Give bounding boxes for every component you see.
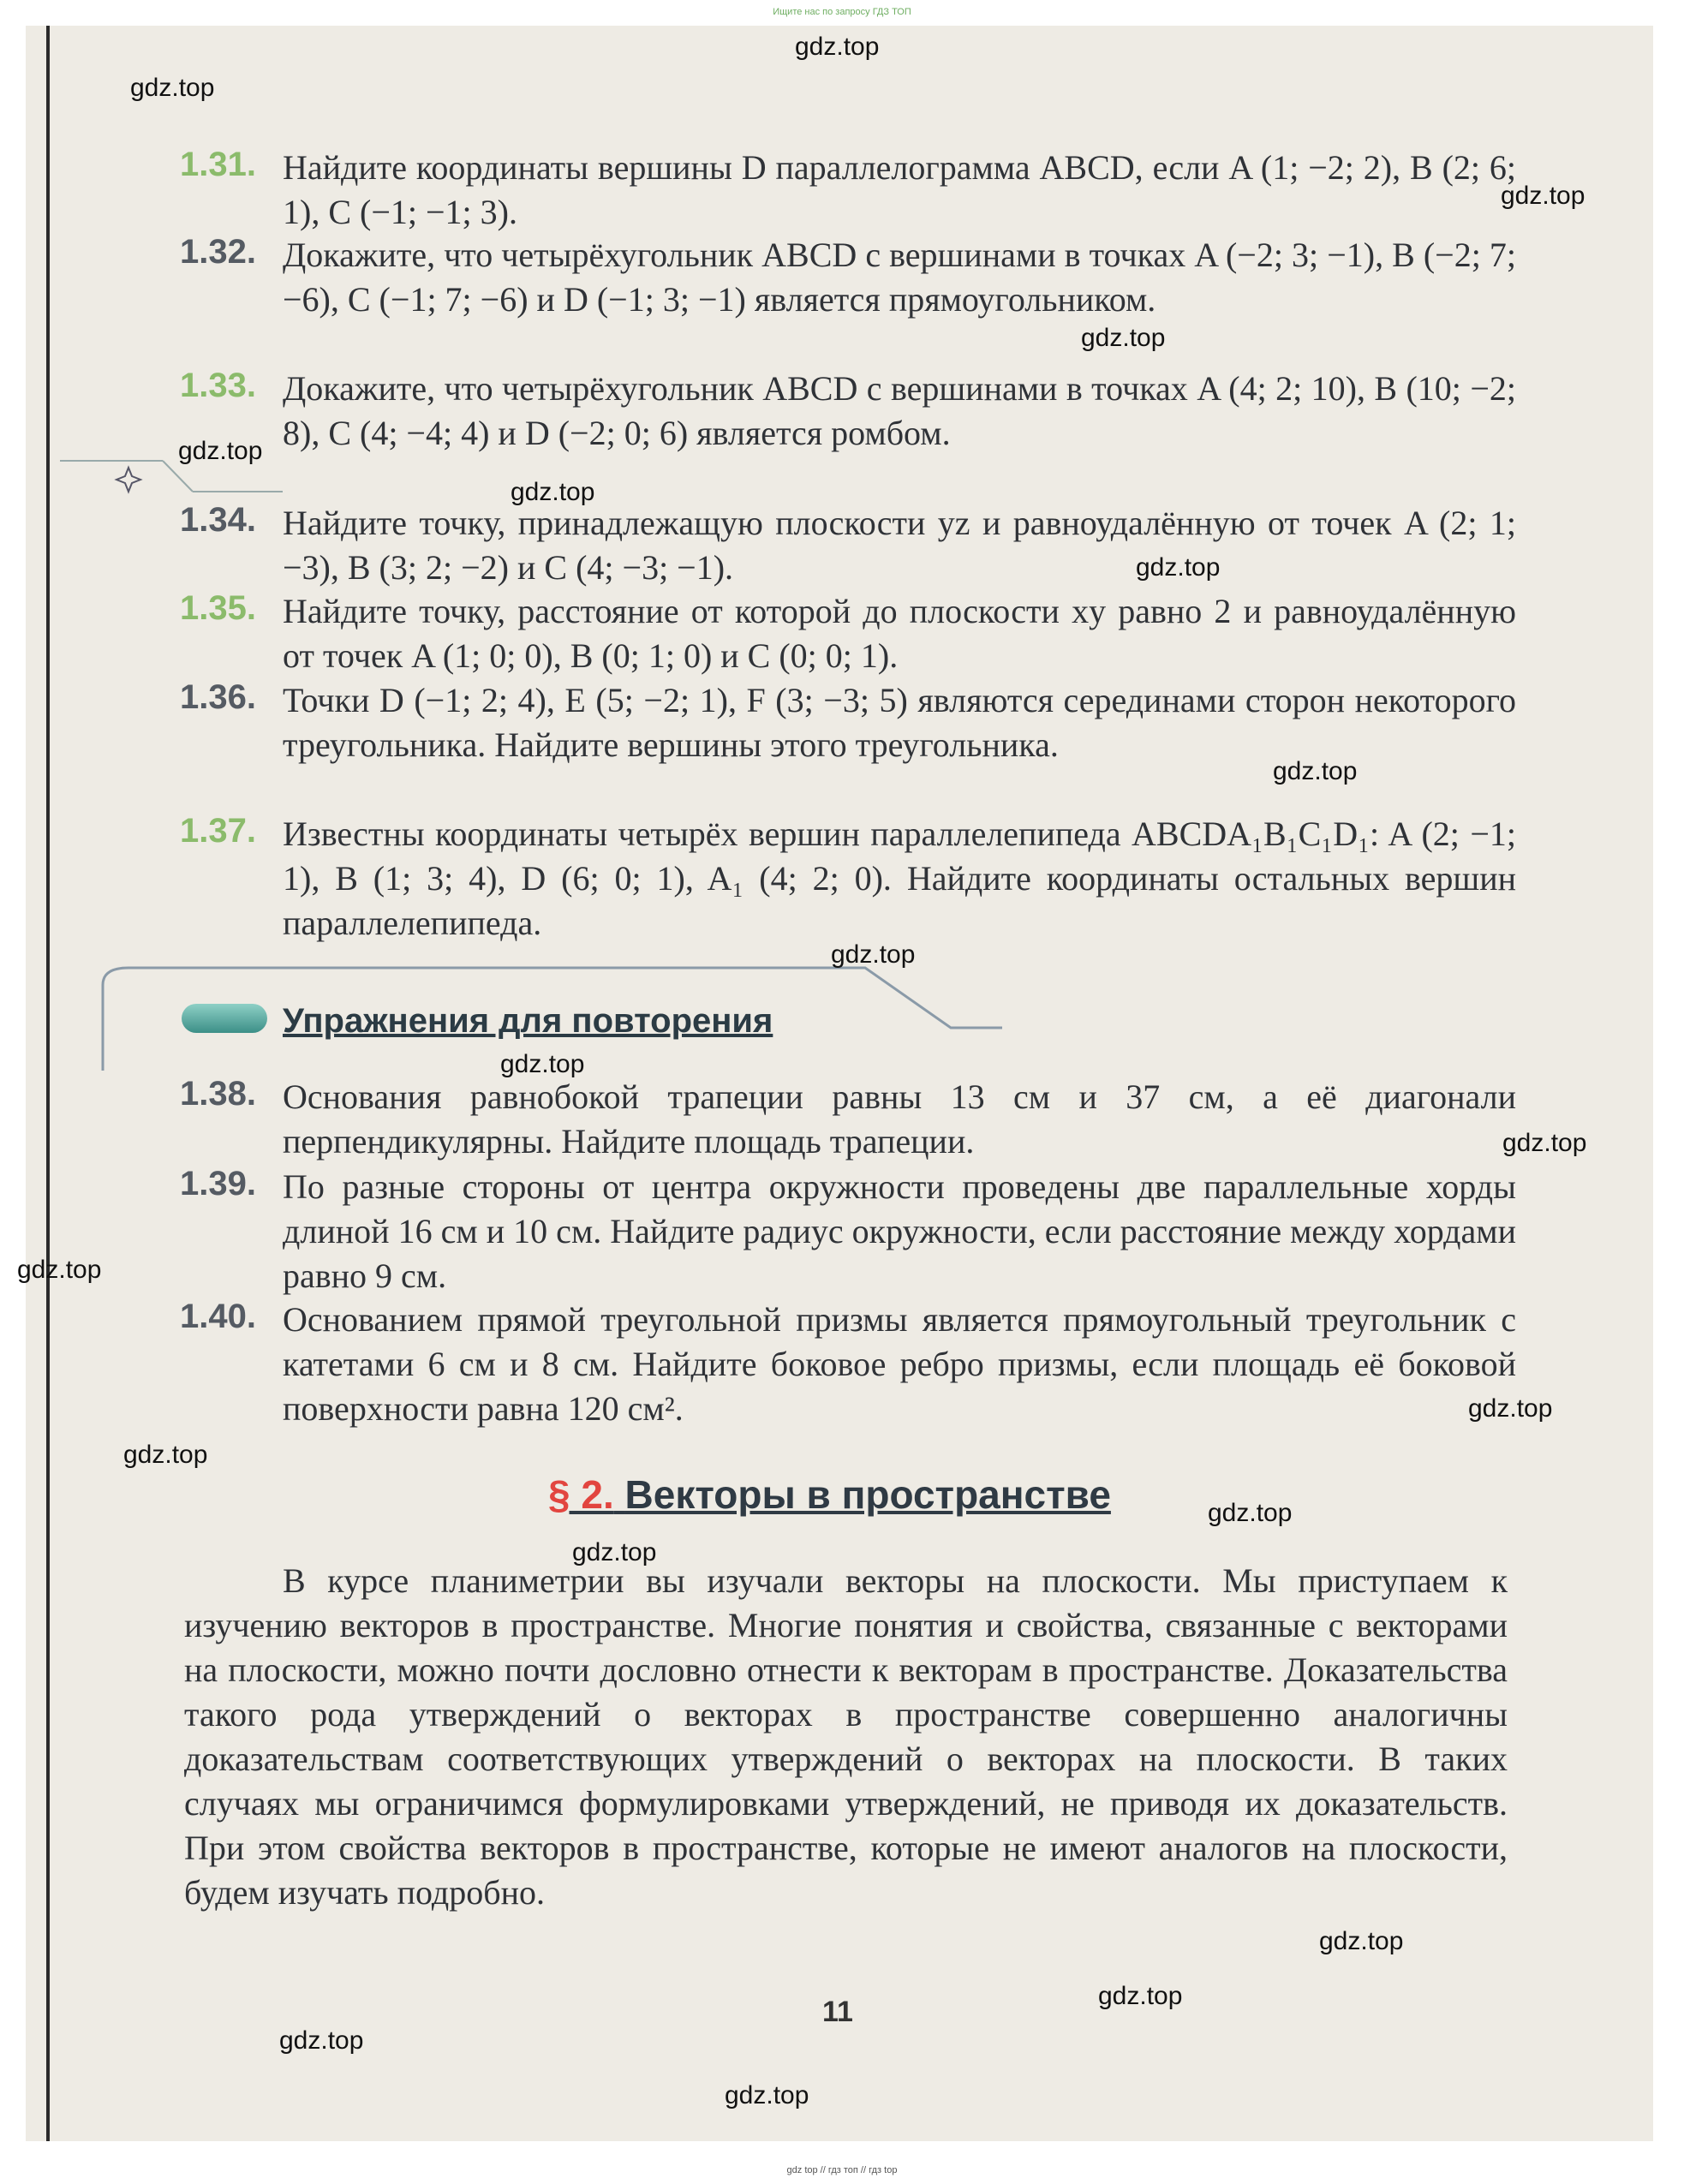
watermark: gdz.top bbox=[831, 940, 916, 969]
problem-1-36 bbox=[180, 678, 1516, 767]
problem-text: Основания равнобокой трапеции равны 13 см и 37 см, а её диагонали перпендикулярны. Найдите площадь трапеции. bbox=[283, 1077, 1516, 1161]
problem-1-39 bbox=[180, 1165, 1516, 1298]
watermark: gdz.top bbox=[1502, 1129, 1587, 1157]
header-note: Ищите нас по запросу ГДЗ ТОП bbox=[773, 7, 911, 17]
problem-text: Найдите точку, принадлежащую плоскости yz и равноудалённую от точек A (2; 1; −3), B (3; 2; −2) и C (4; −3; −1). bbox=[283, 504, 1516, 587]
watermark: gdz.top bbox=[1273, 757, 1358, 785]
watermark: gdz.top bbox=[1081, 324, 1166, 352]
review-title: Упражнения для повторения bbox=[283, 1002, 773, 1040]
problem-number: 1.35. bbox=[180, 589, 256, 627]
problem-1-40 bbox=[180, 1298, 1516, 1431]
watermark: gdz.top bbox=[279, 2026, 364, 2055]
problem-text: Докажите, что четырёхугольник ABCD с вершинами в точках A (−2; 3; −1), B (−2; 7; −6), C (−1; 7; −6) и D (−1; 3; −1) является прямоугольником. bbox=[283, 236, 1516, 319]
problem-number: 1.32. bbox=[180, 233, 256, 271]
watermark: gdz.top bbox=[123, 1441, 208, 1469]
watermark: gdz.top bbox=[572, 1538, 657, 1566]
intro-paragraph: В курсе планиметрии вы изучали векторы на плоскости. Мы приступаем к изучению векторов в пространстве. Многие понятия и свойства, связанные с векторами на плоскости, можно почти дословно отнести к векторам в пространстве. Доказательства такого рода утверждений о векторах в пространстве совершенно аналогичны доказательствам соответствующих утверждений о векторах на плоскости. В таких случаях мы ограничимся формулировками утверждений, не приводя их доказательств. При этом свойства векторов в пространстве, которые не имеют аналогов на плоскости, будем изучать подробно. bbox=[184, 1561, 1508, 1912]
watermark: gdz.top bbox=[511, 478, 595, 506]
page-number: 11 bbox=[822, 1996, 853, 2028]
watermark: gdz.top bbox=[1098, 1982, 1183, 2010]
problem-text: Известны координаты четырёх вершин параллелепипеда ABCDA₁B₁C₁D₁: A (2; −1; 1), B (1; 3; 4), D (6; 0; 1), A₁ (4; 2; 0). Найдите координаты остальных вершин параллелепипеда. bbox=[283, 815, 1516, 942]
problem-number: 1.33. bbox=[180, 367, 256, 404]
problem-text: Найдите координаты вершины D параллелограмма ABCD, если A (1; −2; 2), B (2; 6; 1), C (−1; −1; 3). bbox=[283, 148, 1516, 231]
watermark: gdz.top bbox=[1468, 1394, 1553, 1423]
watermark: gdz.top bbox=[1319, 1927, 1404, 1955]
problem-number: 1.31. bbox=[180, 146, 256, 183]
section-title: Векторы в пространстве bbox=[624, 1472, 1111, 1517]
problem-1-38 bbox=[180, 1075, 1516, 1164]
problem-1-37 bbox=[180, 812, 1516, 946]
problem-text: По разные стороны от центра окружности проведены две параллельные хорды длиной 16 см и 10 см. Найдите радиус окружности, если расстояние между хордами равно 9 см. bbox=[283, 1167, 1516, 1295]
watermark: gdz.top bbox=[1208, 1499, 1293, 1527]
problem-1-34 bbox=[180, 501, 1516, 590]
watermark: gdz.top bbox=[1501, 182, 1585, 210]
problem-number: 1.37. bbox=[180, 812, 256, 850]
problem-number: 1.36. bbox=[180, 678, 256, 716]
problem-text: Докажите, что четырёхугольник ABCD с вершинами в точках A (4; 2; 10), B (10; −2; 8), C (4; −4; 4) и D (−2; 0; 6) является ромбом. bbox=[283, 369, 1516, 452]
watermark: gdz.top bbox=[178, 437, 263, 465]
watermark: gdz.top bbox=[795, 33, 880, 61]
problem-text: Основанием прямой треугольной призмы является прямоугольный треугольник с катетами 6 см и 8 см. Найдите боковое ребро призмы, если площадь её боковой поверхности равна 120 см². bbox=[283, 1300, 1516, 1428]
watermark: gdz.top bbox=[1136, 553, 1221, 582]
footer-note: gdz top // гдз топ // гдз top bbox=[786, 2165, 898, 2175]
watermark: gdz.top bbox=[17, 1256, 102, 1284]
watermark: gdz.top bbox=[500, 1050, 585, 1078]
section-number: § 2. bbox=[548, 1472, 614, 1517]
problem-number: 1.38. bbox=[180, 1075, 256, 1113]
watermark: gdz.top bbox=[130, 74, 215, 102]
section-heading bbox=[548, 1471, 1111, 1518]
review-pill-icon bbox=[182, 1004, 267, 1033]
problem-number: 1.40. bbox=[180, 1298, 256, 1335]
star-icon bbox=[116, 468, 140, 492]
problem-number: 1.39. bbox=[180, 1165, 256, 1202]
problem-1-35 bbox=[180, 589, 1516, 678]
problem-1-32 bbox=[180, 233, 1516, 322]
page-spine bbox=[46, 26, 50, 2141]
problem-1-31 bbox=[180, 146, 1516, 235]
problem-text: Найдите точку, расстояние от которой до плоскости xy равно 2 и равноудалённую от точек A (1; 0; 0), B (0; 1; 0) и C (0; 0; 1). bbox=[283, 592, 1516, 675]
problem-text: Точки D (−1; 2; 4), E (5; −2; 1), F (3; −3; 5) являются серединами сторон некоторого треугольника. Найдите вершины этого треугольника. bbox=[283, 681, 1516, 764]
watermark: gdz.top bbox=[725, 2081, 809, 2109]
problem-number: 1.34. bbox=[180, 501, 256, 539]
problem-1-33 bbox=[180, 367, 1516, 456]
